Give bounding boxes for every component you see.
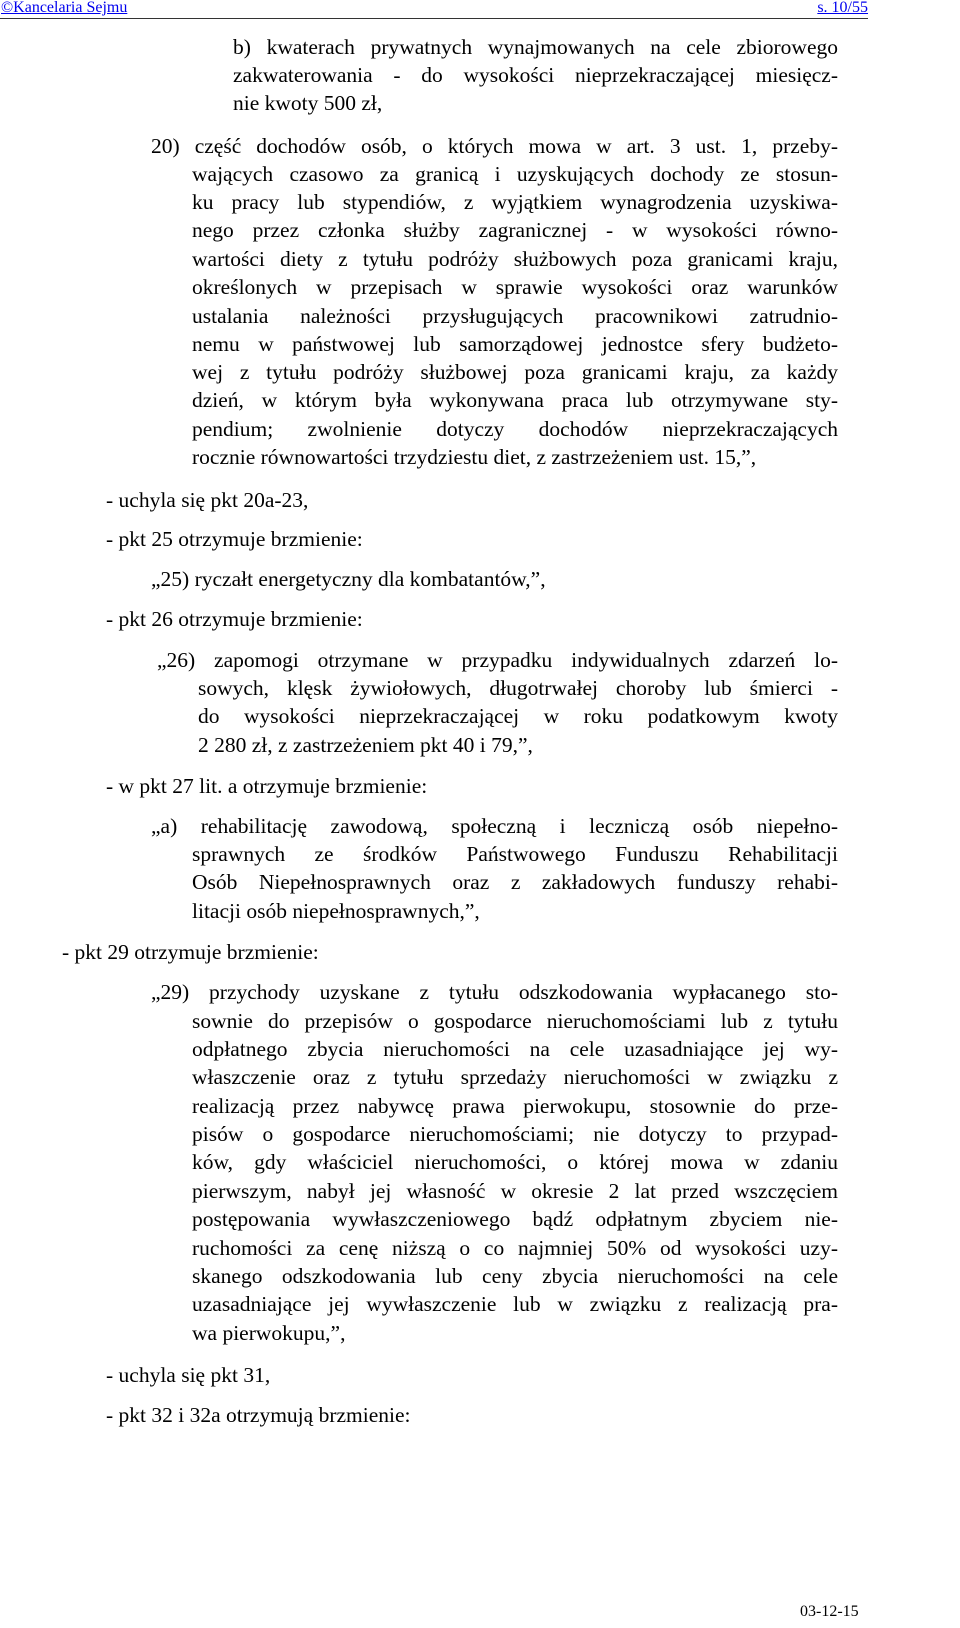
text-line: pierwszym, nabył jej własność w okresie 2 lat przed wszczęciem — [192, 1179, 838, 1203]
text-line: wających czasowo za granicą i uzyskujących dochody ze stosun- — [192, 162, 838, 186]
text-line: do wysokości nieprzekraczającej w roku podatkowym kwoty — [198, 704, 838, 728]
text-line: - pkt 26 otrzymuje brzmienie: — [106, 607, 363, 631]
page-header — [0, 0, 868, 19]
copyright-link[interactable]: ©Kancelaria Sejmu — [1, 0, 128, 16]
text-line: b) kwaterach prywatnych wynajmowanych na cele zbiorowego — [233, 35, 838, 59]
text-line: skanego odszkodowania lub ceny zbycia nieruchomości na cele — [192, 1264, 838, 1288]
text-line: 2 280 zł, z zastrzeżeniem pkt 40 i 79,”, — [198, 733, 533, 757]
text-line: wej z tytułu podróży służbowej poza granicami kraju, za każdy — [192, 360, 838, 384]
text-line: właszczenie oraz z tytułu sprzedaży nieruchomości w związku z — [192, 1065, 838, 1089]
footer-date: 03-12-15 — [800, 1603, 859, 1620]
text-line: „25) ryczałt energetyczny dla kombatantów,”, — [151, 567, 546, 591]
text-line: - uchyla się pkt 20a-23, — [106, 488, 309, 512]
text-line: - uchyla się pkt 31, — [106, 1363, 271, 1387]
text-line: - pkt 32 i 32a otrzymują brzmienie: — [106, 1403, 411, 1427]
text-line: nie kwoty 500 zł, — [233, 91, 383, 115]
text-line: „29) przychody uzyskane z tytułu odszkodowania wypłacanego sto- — [151, 980, 838, 1004]
text-line: Osób Niepełnosprawnych oraz z zakładowych funduszy rehabi- — [192, 870, 838, 894]
text-line: ku pracy lub stypendiów, z wyjątkiem wynagrodzenia uzyskiwa- — [192, 190, 838, 214]
text-line: realizacją przez nabywcę prawa pierwokupu, stosownie do prze- — [192, 1094, 838, 1118]
text-line: „a) rehabilitację zawodową, społeczną i leczniczą osób niepełno- — [151, 814, 838, 838]
text-line: nego przez członka służby zagranicznej - w wysokości równo- — [192, 218, 838, 242]
text-line: postępowania wywłaszczeniowego bądź odpłatnym zbyciem nie- — [192, 1207, 838, 1231]
text-line: „26) zapomogi otrzymane w przypadku indywidualnych zdarzeń lo- — [157, 648, 838, 672]
text-line: wartości diety z tytułu podróży służbowych poza granicami kraju, — [192, 247, 838, 271]
text-line: - pkt 25 otrzymuje brzmienie: — [106, 527, 363, 551]
text-line: litacji osób niepełnosprawnych,”, — [192, 899, 480, 923]
text-line: nemu w państwowej lub samorządowej jednostce sfery budżeto- — [192, 332, 838, 356]
text-line: pisów o gospodarce nieruchomościami; nie dotyczy to przypad- — [192, 1122, 838, 1146]
text-line: - w pkt 27 lit. a otrzymuje brzmienie: — [106, 774, 428, 798]
text-line: wa pierwokupu,”, — [192, 1321, 346, 1345]
text-line: ruchomości za cenę niższą o co najmniej 50% od wysokości uzy- — [192, 1236, 838, 1260]
text-line: sowych, klęsk żywiołowych, długotrwałej choroby lub śmierci - — [198, 676, 838, 700]
text-line: odpłatnego zbycia nieruchomości na cele uzasadniające jej wy- — [192, 1037, 838, 1061]
text-line: sprawnych ze środków Państwowego Funduszu Rehabilitacji — [192, 842, 838, 866]
text-line: rocznie równowartości trzydziestu diet, z zastrzeżeniem ust. 15,”, — [192, 445, 757, 469]
page-reference-link[interactable]: s. 10/55 — [817, 0, 868, 16]
text-line: - pkt 29 otrzymuje brzmienie: — [62, 940, 319, 964]
text-line: ustalania należności przysługujących pracownikowi zatrudnio- — [192, 304, 838, 328]
text-line: sownie do przepisów o gospodarce nieruchomościami lub z tytułu — [192, 1009, 838, 1033]
text-line: uzasadniające jej wywłaszczenie lub w związku z realizacją pra- — [192, 1292, 838, 1316]
text-line: dzień, w którym była wykonywana praca lub otrzymywane sty- — [192, 388, 838, 412]
text-line: ków, gdy właściciel nieruchomości, o której mowa w zdaniu — [192, 1150, 838, 1174]
text-line: zakwaterowania - do wysokości nieprzekraczającej miesięcz- — [233, 63, 838, 87]
text-line: określonych w przepisach w sprawie wysokości oraz warunków — [192, 275, 838, 299]
text-line: 20) część dochodów osób, o których mowa w art. 3 ust. 1, przeby- — [151, 134, 838, 158]
text-line: pendium; zwolnienie dotyczy dochodów nieprzekraczających — [192, 417, 838, 441]
